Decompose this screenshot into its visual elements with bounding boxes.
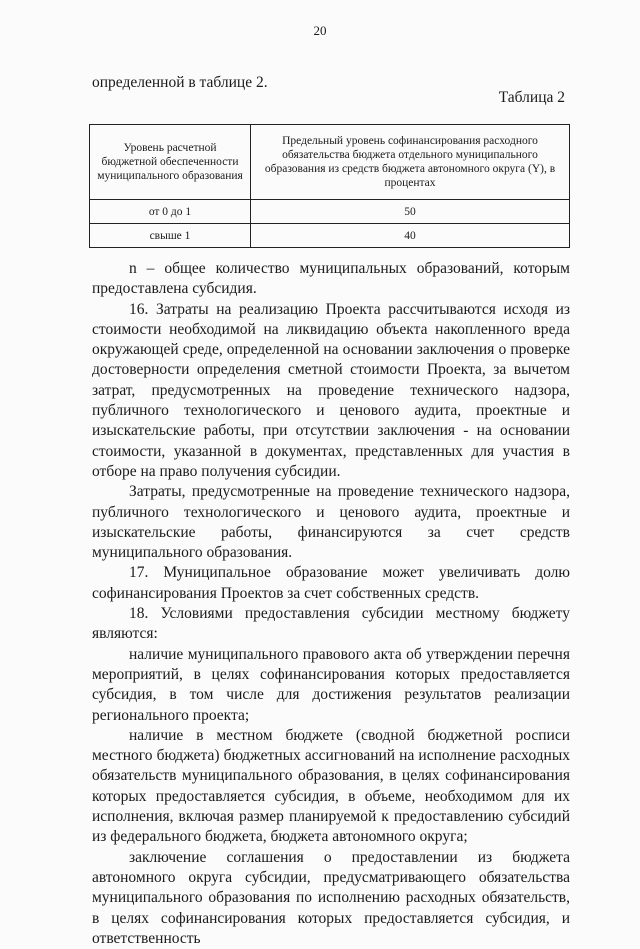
table-cell-percent: 50 <box>251 200 570 224</box>
intro-text: определенной в таблице 2. <box>92 74 268 91</box>
paragraph-n-definition: n – общее количество муниципальных образований, которым предоставлена субсидия. <box>92 260 570 298</box>
condition-item: наличие в местном бюджете (сводной бюджетной росписи местного бюджета) бюджетных ассигнований на исполнение расходных обязательств муниципального образования, в целях софинансирования которых предоставляется субсидия, в объеме, необходимом для их исполнения, включая размер планируемой к предоставлению субсидий из федерального бюджета, бюджета автономного округа; <box>92 726 570 846</box>
cofinancing-table <box>89 124 570 248</box>
table-cell-range: от 0 до 1 <box>90 200 251 224</box>
paragraph-18: 18. Условиями предоставления субсидии местному бюджету являются: <box>92 605 570 643</box>
table-caption: Таблица 2 <box>498 89 565 106</box>
condition-item: наличие муниципального правового акта об утверждении перечня мероприятий, в целях софинансирования которых предоставляется субсидия, в том числе для достижения результатов реализации регионального проекта; <box>92 645 570 724</box>
table-row <box>90 224 570 248</box>
header-cell-cofinancing-limit: Предельный уровень софинансирования расходного обязательства бюджета отдельного муниципального образования из средств бюджета автономного округа (Y), в процентах <box>251 125 570 200</box>
paragraph-16-costs: Затраты, предусмотренные на проведение технического надзора, публичного технологического и ценового аудита, проектные и изыскательские работы, финансируются за счет средств муниципального образования. <box>92 483 570 562</box>
paragraph-17: 17. Муниципальное образование может увеличивать долю софинансирования Проектов за счет собственных средств. <box>92 564 570 602</box>
table-row <box>90 200 570 224</box>
table-header-row <box>90 125 570 200</box>
page-number: 20 <box>313 23 327 38</box>
header-cell-budget-level: Уровень расчетной бюджетной обеспеченности муниципального образования <box>90 125 251 200</box>
paragraph-16: 16. Затраты на реализацию Проекта рассчитываются исходя из стоимости необходимой на ликвидацию объекта накопленного вреда окружающей среде, определенной на основании заключения о проверке достоверности определения сметной стоимости Проекта, за вычетом затрат, предусмотренных на проведение технического надзора, публичного технологического и ценового аудита, проектные и изыскательские работы, при отсутствии заключения - на основании стоимости, указанной в документах, представленных для участия в отборе на право получения субсидии. <box>92 300 570 480</box>
body-text <box>92 259 570 949</box>
table-cell-percent: 40 <box>251 224 570 248</box>
condition-item: заключение соглашения о предоставлении из бюджета автономного округа субсидии, предусматривающего обязательства муниципального образования по исполнению расходных обязательств, в целях софинансирования которых предоставляется субсидия, и ответственность <box>92 848 570 947</box>
table-cell-range: свыше 1 <box>90 224 251 248</box>
